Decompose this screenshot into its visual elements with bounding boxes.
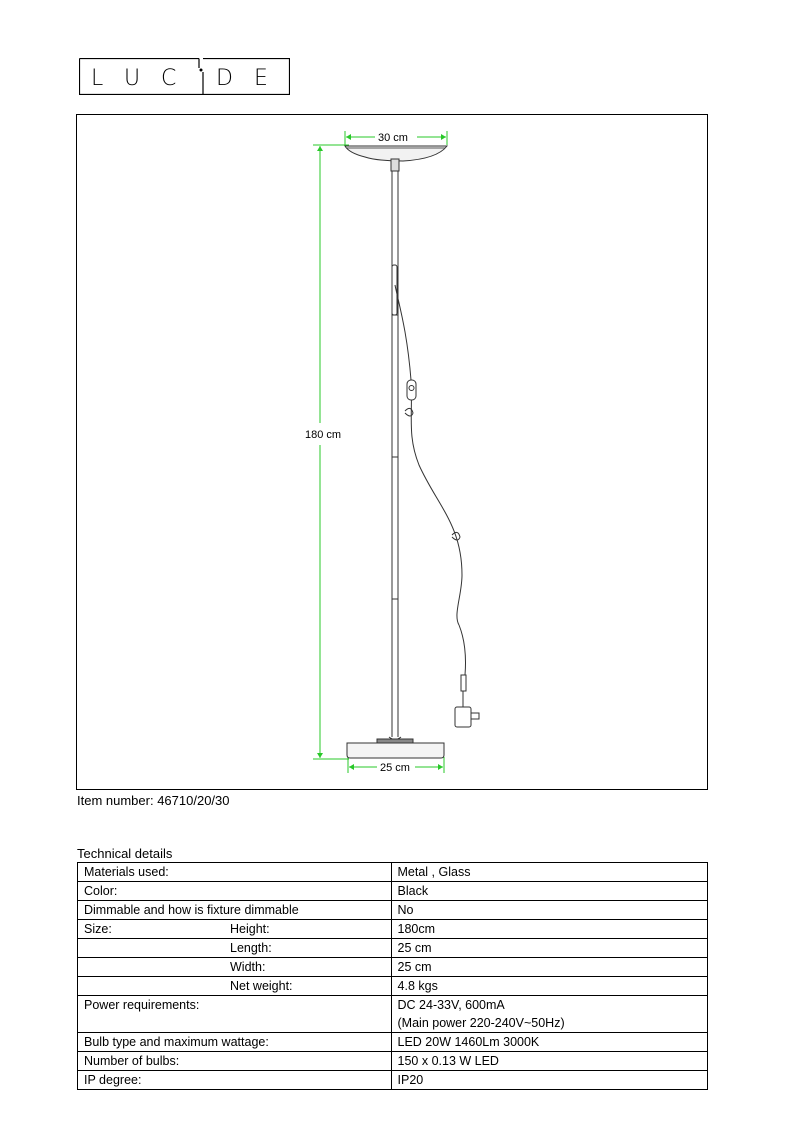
color-label: Color: xyxy=(78,882,392,901)
bulb-type-value: LED 20W 1460Lm 3000K xyxy=(391,1033,707,1052)
table-row-length xyxy=(78,939,708,958)
bulb-count-value: 150 x 0.13 W LED xyxy=(391,1052,707,1071)
size-height-cell xyxy=(78,920,392,939)
logo-letter-e: E xyxy=(254,66,268,91)
size-label: Size: xyxy=(84,922,112,936)
top-width-dimension xyxy=(345,131,447,145)
bulb-type-label: Bulb type and maximum wattage: xyxy=(78,1033,392,1052)
materials-label: Materials used: xyxy=(78,863,392,882)
lamp-illustration xyxy=(345,146,479,758)
dimmable-label: Dimmable and how is fixture dimmable xyxy=(78,901,392,920)
dimmable-value: No xyxy=(391,901,707,920)
net-weight-label: Net weight: xyxy=(230,979,293,993)
logo-letter-c: C xyxy=(161,66,177,91)
table-row-height xyxy=(78,920,708,939)
product-drawing-frame xyxy=(76,114,708,790)
top-width-label: 30 cm xyxy=(378,132,408,144)
logo-letter-d: D xyxy=(216,66,233,91)
power-value-line-2: (Main power 220-240V~50Hz) xyxy=(397,1016,565,1030)
logo-graphic xyxy=(79,58,290,95)
color-value: Black xyxy=(391,882,707,901)
lucide-logo xyxy=(79,58,290,95)
table-row-width xyxy=(78,958,708,977)
base-width-dimension xyxy=(348,757,444,774)
net-weight-value: 4.8 kgs xyxy=(391,977,707,996)
table-row-ip-degree xyxy=(78,1071,708,1090)
table-row-power xyxy=(78,996,708,1033)
materials-value: Metal , Glass xyxy=(391,863,707,882)
height-value: 180cm xyxy=(391,920,707,939)
height-label: 180 cm xyxy=(305,429,342,441)
logo-letter-u: U xyxy=(124,66,141,91)
power-label: Power requirements: xyxy=(78,996,392,1033)
width-value: 25 cm xyxy=(391,958,707,977)
logo-letter-l: L xyxy=(91,66,104,91)
width-cell xyxy=(78,958,392,977)
ip-degree-label: IP degree: xyxy=(78,1071,392,1090)
technical-details-title: Technical details xyxy=(77,846,173,861)
length-value: 25 cm xyxy=(391,939,707,958)
table-row-materials xyxy=(78,863,708,882)
table-row-color xyxy=(78,882,708,901)
net-weight-cell xyxy=(78,977,392,996)
item-number: Item number: 46710/20/30 xyxy=(77,793,230,808)
bulb-count-label: Number of bulbs: xyxy=(78,1052,392,1071)
length-label: Length: xyxy=(230,941,272,955)
table-row-bulb-count xyxy=(78,1052,708,1071)
table-row-net-weight xyxy=(78,977,708,996)
table-row-dimmable xyxy=(78,901,708,920)
height-label: Height: xyxy=(230,922,270,936)
power-value-line-1: DC 24-33V, 600mA xyxy=(397,998,505,1012)
floor-lamp-drawing xyxy=(77,115,709,791)
ip-degree-value: IP20 xyxy=(391,1071,707,1090)
height-dimension xyxy=(305,145,349,759)
table-row-bulb-type xyxy=(78,1033,708,1052)
power-value-cell xyxy=(391,996,707,1033)
width-label: Width: xyxy=(230,960,266,974)
length-cell xyxy=(78,939,392,958)
technical-details-table xyxy=(77,862,708,1090)
base-width-label: 25 cm xyxy=(380,762,410,774)
